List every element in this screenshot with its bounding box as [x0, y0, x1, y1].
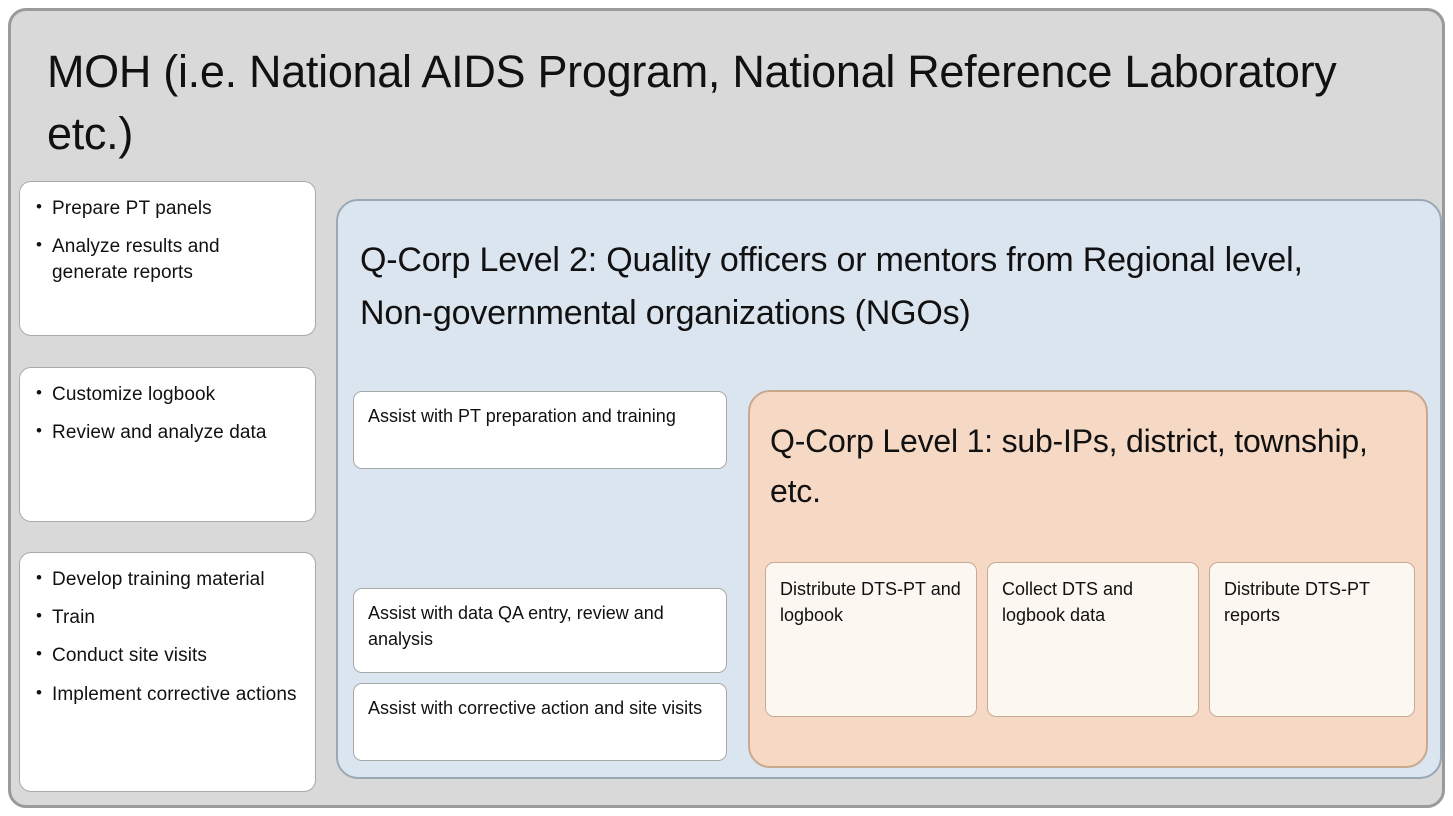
moh-container	[8, 8, 1445, 808]
moh-card-1	[19, 181, 316, 336]
list-item: • Conduct site visits	[52, 643, 299, 669]
level1-card-3-label: Distribute DTS-PT reports	[1224, 579, 1370, 625]
level1-card-1	[765, 562, 977, 717]
moh-card-1-list	[30, 196, 299, 287]
list-item: • Review and analyze data	[52, 420, 299, 446]
list-item: • Implement corrective actions	[52, 682, 299, 708]
list-item: • Prepare PT panels	[52, 196, 299, 222]
moh-title: MOH (i.e. National AIDS Program, National Reference Laboratory etc.)	[47, 46, 1337, 160]
list-item: • Develop training material	[52, 567, 299, 593]
moh-card-3	[19, 552, 316, 792]
list-item: • Customize logbook	[52, 382, 299, 408]
level1-card-3	[1209, 562, 1415, 717]
level2-card-2: Assist with data QA entry, review and analysis	[353, 588, 727, 673]
list-item: • Analyze results and generate reports	[52, 234, 299, 286]
moh-card-2	[19, 367, 316, 522]
level1-card-2	[987, 562, 1199, 717]
qcorp-level2-title: Q-Corp Level 2: Quality officers or mentors from Regional level, Non-governmental organizations (NGOs)	[360, 241, 1303, 332]
moh-card-2-list	[30, 382, 299, 446]
moh-card-3-list	[30, 567, 299, 708]
list-item: • Train	[52, 605, 299, 631]
qcorp-level1-title: Q-Corp Level 1: sub-IPs, district, township, etc.	[770, 423, 1368, 509]
level2-card-3: Assist with corrective action and site visits	[353, 683, 727, 761]
qcorp-level1-container	[748, 390, 1428, 768]
level1-card-1-label: Distribute DTS-PT and logbook	[780, 579, 961, 625]
level1-card-2-label: Collect DTS and logbook data	[1002, 579, 1134, 625]
level2-card-1: Assist with PT preparation and training	[353, 391, 727, 469]
qcorp-level2-container	[336, 199, 1442, 779]
